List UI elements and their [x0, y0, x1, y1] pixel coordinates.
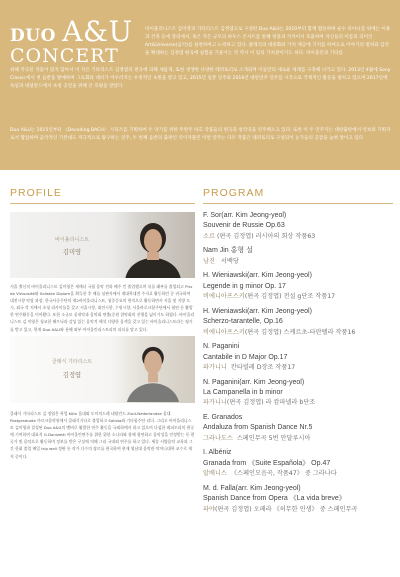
program-kr-composer: 파가니니	[203, 399, 227, 407]
program-kr-composer: 비에니아프스키	[203, 328, 245, 336]
program-composer: F. Sor(arr. Kim Jeong-yeol)	[203, 212, 287, 219]
program-composer: N. Paganini(arr. Kim Jeong-yeol)	[203, 378, 305, 386]
guitarist-photo	[10, 336, 195, 403]
program-item	[203, 448, 395, 479]
program-composer: Nam Jin 홍형 설	[203, 247, 253, 255]
duo-logo	[10, 15, 138, 67]
guitarist-role: 클래식 기타리스트	[51, 359, 93, 365]
program-composer: N. Paganini	[203, 343, 240, 351]
program-kr-work: (편곡 김정엽) 러시아의 회상 작품63	[216, 232, 316, 240]
program-item	[203, 211, 395, 242]
program-work: La Campanella in b minor	[203, 389, 283, 397]
program-composer: M. d. Falla(arr. Kim Jeong-yeol)	[203, 484, 301, 492]
program-item	[203, 342, 395, 373]
intro-paragraph-1: 바이올리니스트 김미영과 기타리스트 김정엽으로 구성된 Duo A&U는 2010부터 함께 활동하며 순수 피아니를 위에는 이용과 건축 등에 강의에서, 혹은 작은 규모의 하우스 콘서트를 통해 청중과 가까이서 호흡하며 자신들의 이름의 의미인 Art&Universe(음악)를 실천하며고 노력하고 있다. 클래식의 대중화와 가치 제공에 기치를 하여으로 이야기의 범위와 감각을 확대하는 김정엽 편곡에 실험을 기울이는 것 역시 이 팀의 가치관이기도 하다. 바이올린과 기타를	[145, 27, 391, 57]
program-kr-composer: 파가니니	[203, 364, 227, 372]
program-composer: E. Granados	[203, 414, 243, 422]
program-composer: H. Wieniawski(arr. Kim Jeong-yeol)	[203, 272, 312, 280]
program-kr-composer: 남진	[203, 257, 215, 265]
program-composer: I. Albéniz	[203, 449, 232, 457]
program-item	[203, 271, 395, 302]
program-title: PROGRAM	[203, 187, 265, 199]
program-kr-work: 서백당	[220, 257, 239, 265]
program-kr-composer: 알베니스	[203, 470, 227, 478]
violinist-role: 바이올리니스트	[55, 237, 89, 243]
logo-duo: DUO	[10, 26, 63, 46]
violinist-name: 김미영	[62, 249, 82, 256]
program-item	[203, 484, 395, 515]
program-kr-composer: 그라나도스	[203, 434, 233, 442]
program-kr-work: 《스페인모음곡, 작품47》 중 그라나다	[230, 470, 337, 478]
program-kr-work: (편곡 김정엽) 오페라 《허무한 인생》 중 스페인무곡	[214, 505, 358, 513]
program-item	[203, 246, 395, 267]
violinist-portrait-icon	[123, 212, 183, 278]
program-work: Legende in g minor Op. 17	[203, 282, 286, 290]
program-kr-work: 칸타빌레 D장조 작품17	[230, 364, 296, 372]
program-composer: H. Wieniawski(arr. Kim Jeong-yeol)	[203, 307, 312, 315]
program-kr-work: (편곡 김정엽) 라 캄파넬라 b단조	[226, 399, 316, 407]
logo-concert: CONCERT	[10, 45, 119, 67]
program-work: Andaluza from Spanish Dance Nr.5	[203, 424, 313, 432]
program-work: Granada from 《Suite Española》 Op.47	[203, 459, 331, 467]
guitarist-name: 김정엽	[62, 372, 82, 379]
program-kr-composer: 파야	[203, 505, 215, 513]
program-item	[203, 378, 395, 409]
logo-au: A&U	[62, 15, 133, 48]
program-work: Spanish Dance from Opera 《La vida breve》	[203, 495, 346, 503]
violinist-photo	[10, 212, 195, 278]
program-divider	[203, 203, 393, 204]
program-kr-composer: 비에니아프스키	[203, 293, 245, 301]
intro-paragraph-3: Duo A&U는 2015년부터 《Decoding BACH》 시리즈를 기획하여 두 악기를 위한 무반주 바흐 작품들의 편곡과 창작곡을 연주해오고 있다. 또한 이 두 연주자는 대한출판에서 악보와 기획자로서 협업하며 음악적인 기본대도 적극적으로 탐구하는 연주, 두 번째 음반의 출판인 리이자블린 이번 연주는 다두 작품은 레퍼토리로 구성되어 눈가들의 공감을 높혀 앞이고 있다.	[10, 128, 391, 142]
program-list	[203, 211, 395, 519]
program-work: Souvenir de Russie Op.63	[203, 222, 285, 230]
violinist-bio: 서울 출신의 바이올리니스트 김미영은 재매너 국립 음악 전과 배주 킨 졸업했으며 뒤를 쾌부를 졸업되고 Prix de Virtuosité와 Solisten Diplom을 획득한 후 배를 심판사에서 재대학대전 주지료 활동하던 중 귀국하여 대전시향 악장 과장, 한국사중주단의 제2바이올리니스트, 청중중요의 현직으로 활동하면서 서울 및 지방 도시, 외국 각 지에서 초청 리사이틀을 갖고 서울시향, 대전시향, 수원시향, 서울바로크합주단에서 협연 등 활발한 연주활동을 이어왔다. 또한 소규모 실내악과 음악회 연출(중원 참악회의 진행을 넓이기도 하였다. 바이올리니스트 김 미영은 청교한 해프닉과 감성 있는 음악적 해석 다양한 음색을 갖고 있는 바이올리니스트라는 평가를 받고 있고, 현재 Duo A&U와 통해 외부 아이올린리스트리의 리더를 맡고 있다.	[10, 284, 195, 332]
program-kr-work: (편곡 김정엽) 스케르초-타란텔라 작품16	[244, 328, 356, 336]
guitarist-portrait-icon	[123, 336, 183, 402]
header-banner	[0, 0, 400, 170]
program-item	[203, 307, 395, 338]
program-work: Cantabile in D Major Op.17	[203, 353, 288, 361]
program-work: Scherzo-tarantelle, Op.16	[203, 318, 283, 326]
program-item	[203, 413, 395, 444]
profile-divider	[10, 203, 195, 204]
profile-title: PROFILE	[10, 187, 62, 199]
intro-paragraph-2: 위해 작곡된 작품이 많지 않아서 이 작은 기타리스트 김정엽의 편곡에 의해 새롭게, 또한 생생한 다양한 레퍼토리로 소개되며 이들만의 새로운 세계를 구축해 나가고 있다. 2013년 4월에 Sony Classic에서 첫 음반을 발매하며 그로회와 대비가 어우러지는 우정적인 초원을 받고 있고, 2015년 일본 연주와 2016년 대만연주 연주를 시작으로 국제적인 활동을 펼쳐고 있으며 2017년에 독일과 네덜란드에서 초청 공연을 위해 큰 호평을 받았다.	[10, 68, 391, 90]
guitarist-bio: 클래식 기타리스트 김 정엽은 학업 Köln 음대와 도이치드레 네덜란드 Zuid-Nederlandse 음대Postgraduate 마르크음악원에서 클래식기타로 졸업하고 Solista와 기타합주단 리더. 그리고 바이올리니스트 김미영과 결성된 Duo A&U의 멤버로 활발한 연주 활동을 국외하에서 하고 있으며 다섬한 레퍼토리의 편곡에 기여하여 대표적 G.Donizetti 바이올린연주를 위한 위한 소나타와 함께 협연하고 음악성을 인정받는 등 편곡가 및 음악으로 활동하며 정보를 받은 구성에 의해 그리 국내외 연주를 하고 있다. 세종 서양음악 교육과 그간 한회 졸업 배일 trip well 정판 등 작가 다수의 장르를 편곡하여 현재 영남대 음악관 악이나대학 교수로 재직 중이다.	[10, 411, 195, 459]
program-kr-composer: 소르	[203, 232, 215, 240]
program-kr-work: (편곡 김정엽) 전설 g단조 작품17	[244, 293, 336, 301]
program-kr-work: 스페인무곡 5번 안달루시아	[236, 434, 311, 442]
